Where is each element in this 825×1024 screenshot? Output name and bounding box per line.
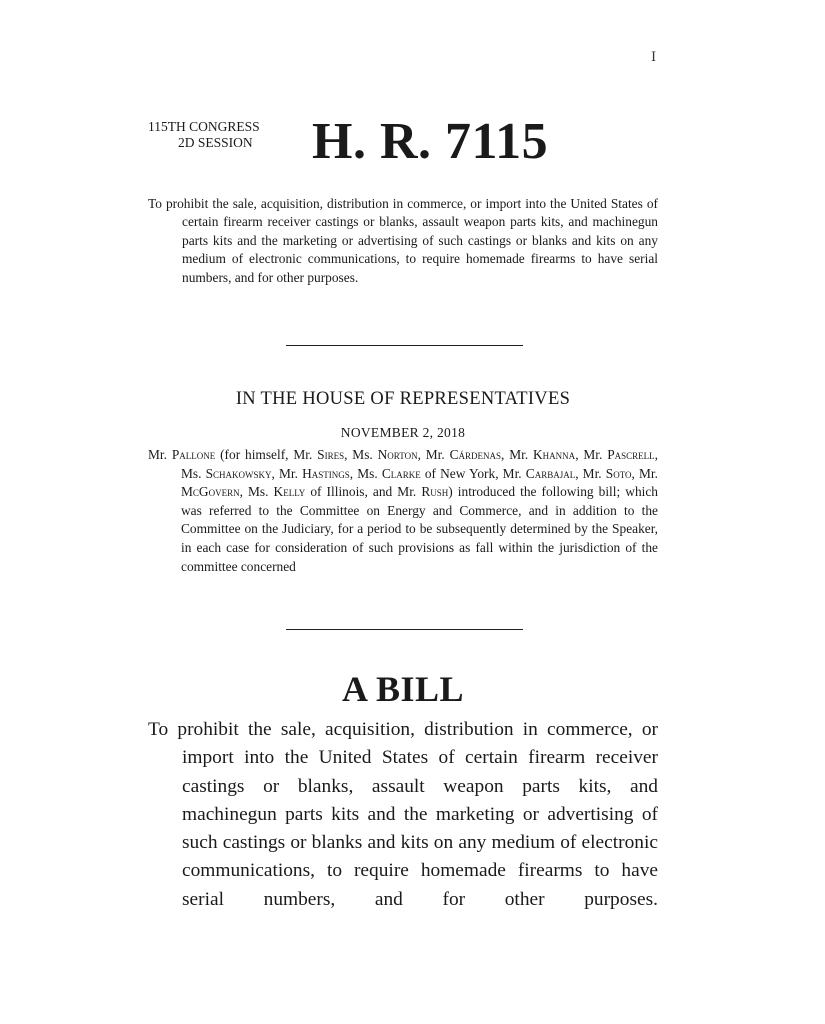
sponsor-name: McGovern — [181, 484, 240, 500]
sponsors-text: , Mr. — [271, 465, 303, 481]
sponsors-text: of Illinois, and Mr. — [305, 484, 422, 500]
a-bill-heading: A BILL — [341, 669, 465, 709]
divider-rule — [286, 629, 523, 630]
sponsor-name: Kelly — [273, 484, 306, 500]
sponsors-text: Mr. — [148, 447, 172, 462]
sponsors-text: ) introduced the following bill; which was referred to the Committee on Energy and Commerce, and in addition to the Committee on the Judiciary, for a period to be subsequently determined by the Speaker, in each case for consideration of such provisions as fall within the jurisdiction of the committee concerned — [181, 484, 658, 574]
introduction-date: NOVEMBER 2, 2018 — [340, 425, 466, 440]
sponsor-name: Pascrell — [607, 447, 655, 462]
sponsor-name: Hastings — [302, 465, 350, 481]
congress-session-block — [148, 119, 260, 151]
sponsors-text: , Mr. — [631, 465, 658, 481]
sponsor-name: Khanna — [533, 447, 576, 462]
session-label: 2D SESSION — [178, 135, 253, 150]
sponsor-name: Carbajal — [525, 465, 576, 481]
sponsor-name: Soto — [605, 465, 632, 481]
sponsor-name: Norton — [377, 447, 418, 462]
sponsor-name: Sires — [317, 447, 345, 462]
sponsor-name: Clarke — [381, 465, 421, 481]
sponsors-text: , Mr. — [417, 447, 450, 462]
sponsors-text: , Ms. — [349, 465, 382, 481]
sponsors-paragraph — [148, 446, 658, 576]
bill-number: H. R. 7115 — [312, 113, 549, 170]
chamber-heading: IN THE HOUSE OF REPRESENTATIVES — [235, 389, 571, 409]
sponsor-name: Pallone — [171, 447, 216, 462]
congress-label: 115TH CONGRESS — [148, 119, 260, 134]
short-title: To prohibit the sale, acquisition, distribution in commerce, or import into the United States of certain firearm receiver castings or blanks, assault weapon parts kits, and machinegun parts kits and the marketing or advertising of such castings or blanks and kits on any medium of electronic communications, to require homemade firearms to have serial numbers, and for other purposes. — [148, 196, 658, 285]
sponsors-text: , Ms. — [344, 447, 378, 462]
sponsors-text: , Mr. — [575, 447, 608, 462]
sponsors-text: , Ms. — [239, 484, 274, 500]
sponsor-name: Schakowsky — [205, 465, 272, 481]
divider-rule — [286, 345, 523, 346]
long-title: To prohibit the sale, acquisition, distribution in commerce, or import into the United States of certain firearm receiver castings or blanks, assault weapon parts kits, and machinegun parts kits and the marketing or advertising of such castings or blanks and kits on any medium of electronic communications, to require homemade firearms to have serial numbers, and for other purposes. — [148, 719, 658, 910]
page-number: I — [651, 50, 657, 65]
sponsors-text: , Mr. — [501, 447, 534, 462]
sponsors-text: of New York, Mr. — [420, 465, 526, 481]
sponsor-name: Cárdenas — [449, 447, 502, 462]
sponsors-text: , Mr. — [575, 465, 606, 481]
sponsor-name: Rush — [421, 484, 449, 500]
sponsors-text: (for himself, Mr. — [215, 447, 318, 462]
sponsors-text: , Ms. — [181, 447, 658, 481]
